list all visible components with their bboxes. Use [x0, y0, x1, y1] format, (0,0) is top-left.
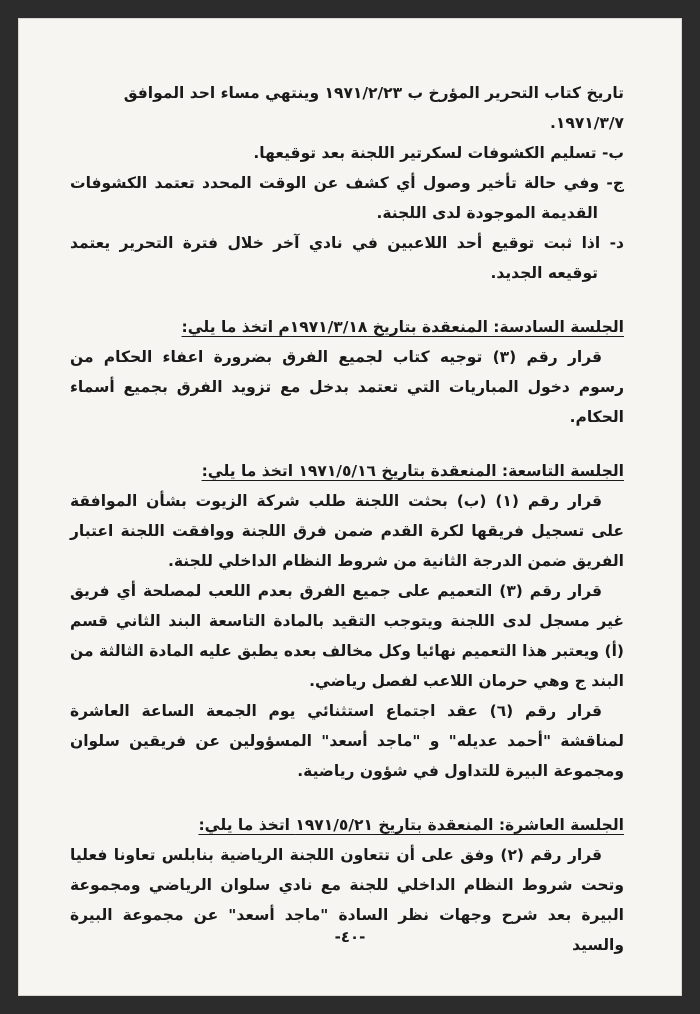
session-10-heading: الجلسة العاشرة: المنعقدة بتاريخ ١٩٧١/٥/٢١ اتخذ ما يلي: — [198, 816, 624, 834]
session-9-decision-1b: قرار رقم (١) (ب) بحثت اللجنة طلب شركة الزيوت بشأن الموافقة على تسجيل فريقها لكرة القدم ضمن فرق اللجنة ووافقت اللجنة اعتبار الفريق ضمن الدرجة الثانية من شروط النظام الداخلي للجنة. — [70, 492, 624, 570]
session-9-decision-3: قرار رقم (٣) التعميم على جميع الفرق بعدم اللعب لمصلحة أي فريق غير مسجل لدى اللجنة ويتوجب التقيد بالمادة التاسعة البند الثاني قسم (أ) ويعتبر هذا التعميم نهائيا وكل مخالف بعده يطبق عليه المادة الثالثة من البند ج وهي حرمان اللاعب لفصل رياضي. — [70, 582, 624, 690]
session-6-decision-3: قرار رقم (٣) توجيه كتاب لجميع الفرق بضرورة اعفاء الحكام من رسوم دخول المباريات التي تعتمد بدخل مع تزويد الفرق بجميع أسماء الحكام. — [70, 348, 624, 426]
spacer — [70, 288, 624, 312]
spacer — [70, 786, 624, 810]
session-10-decision-2: قرار رقم (٢) وفق على أن تتعاون اللجنة الرياضية بنابلس تعاونا فعليا وتحت شروط النظام الداخلي للجنة مع نادي سلوان الرياضي ومجموعة البيرة بعد شرح وجهات نظر السادة "ماجد أسعد" عن مجموعة البيرة والسيد — [70, 846, 624, 954]
document-sheet — [18, 18, 682, 996]
spacer — [70, 432, 624, 456]
list-item-b: ب- تسليم الكشوفات لسكرتير اللجنة بعد توقيعها. — [253, 144, 624, 162]
intro-line-2: ١٩٧١/٣/٧. — [550, 114, 624, 132]
session-6-heading: الجلسة السادسة: المنعقدة بتاريخ ١٩٧١/٣/١٨م اتخذ ما يلي: — [181, 318, 624, 336]
document-body — [70, 78, 624, 960]
intro-line-1: تاريخ كتاب التحرير المؤرخ ب ١٩٧١/٢/٢٣ وينتهي مساء احد الموافق — [123, 84, 624, 102]
list-item-d: د- اذا ثبت توقيع أحد اللاعبين في نادي آخر خلال فترة التحرير يعتمد توقيعه الجديد. — [70, 234, 624, 282]
page-number: -٤٠- — [334, 928, 366, 946]
list-item-j: ج- وفي حالة تأخير وصول أي كشف عن الوقت المحدد تعتمد الكشوفات القديمة الموجودة لدى اللجنة. — [70, 174, 624, 222]
session-9-decision-6: قرار رقم (٦) عقد اجتماع استثنائي يوم الجمعة الساعة العاشرة لمناقشة "أحمد عديله" و "ماجد أسعد" المسؤولين عن فريقين سلوان ومجموعة البيرة للتداول في شؤون رياضية. — [70, 702, 624, 780]
session-9-heading: الجلسة التاسعة: المنعقدة بتاريخ ١٩٧١/٥/١٦ اتخذ ما يلي: — [201, 462, 624, 480]
